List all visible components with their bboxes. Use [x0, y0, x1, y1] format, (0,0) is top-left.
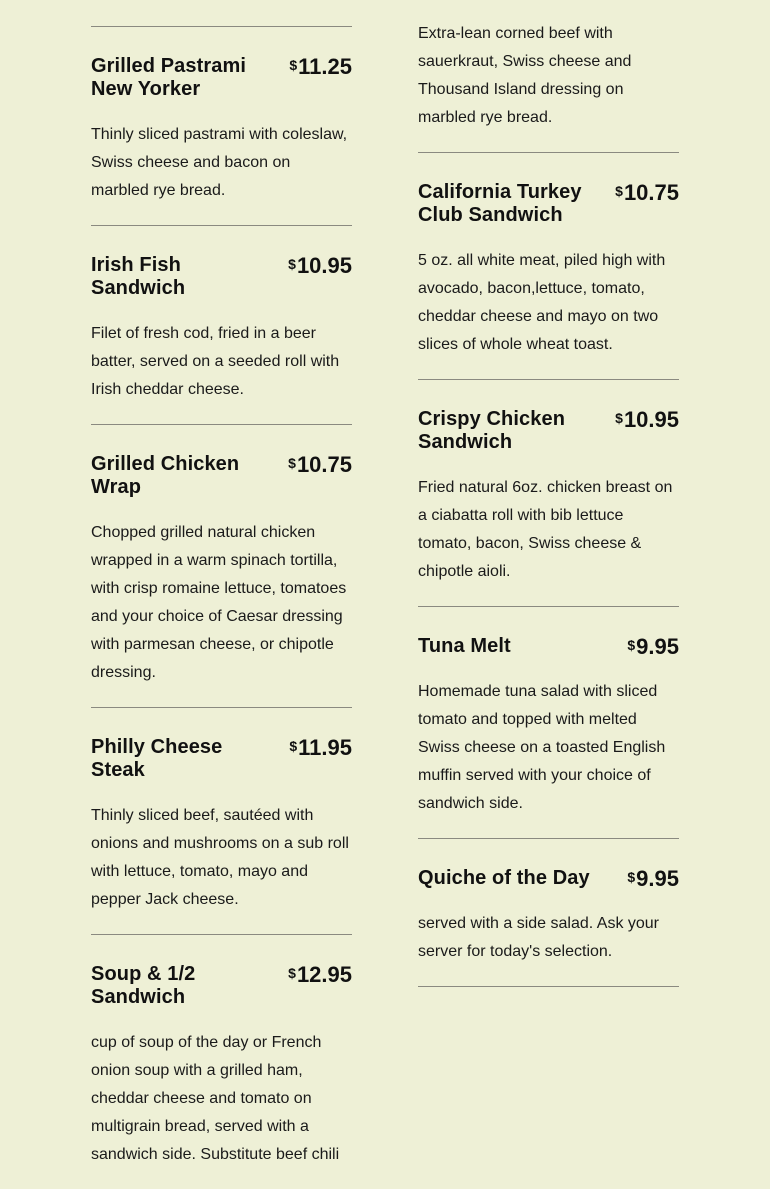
menu-item-description: Extra-lean corned beef with sauerkraut, Swiss cheese and Thousand Island dressing on marbled rye bread. — [418, 25, 632, 126]
menu-item-price — [627, 867, 679, 890]
menu-item-price — [288, 453, 352, 476]
menu-item — [418, 380, 679, 607]
menu-item-description: Chopped grilled natural chicken wrapped in a warm spinach tortilla, with crisp romaine lettuce, tomatoes and your choice of Caesar dressing with parmesan cheese, or chipotle dressing. — [91, 524, 347, 681]
currency-symbol: $ — [288, 256, 296, 272]
menu-item-price — [289, 736, 352, 759]
menu-item — [418, 839, 679, 987]
menu-item-name: California Turkey Club Sandwich — [418, 181, 582, 226]
price-value: 9.95 — [636, 634, 679, 659]
menu-item-description: Filet of fresh cod, fried in a beer batter, served on a seeded roll with Irish cheddar cheese. — [91, 325, 340, 398]
menu-item-description: 5 oz. all white meat, piled high with avocado, bacon,lettuce, tomato, cheddar cheese and mayo on two slices of whole wheat toast. — [418, 252, 666, 353]
menu-item-price — [615, 408, 679, 431]
price-value: 10.75 — [623, 180, 679, 205]
menu-item-name: Grilled Pastrami New Yorker — [91, 55, 246, 100]
menu-item-header — [91, 736, 352, 782]
menu-item-header — [418, 867, 679, 890]
menu-item-name: Soup & 1/2 Sandwich — [91, 963, 196, 1008]
price-value: 11.95 — [298, 735, 352, 760]
menu-column-right — [418, 0, 679, 987]
menu-item — [91, 425, 352, 708]
menu-item-price — [615, 181, 679, 204]
price-value: 11.25 — [298, 54, 352, 79]
menu-item-name: Grilled Chicken Wrap — [91, 453, 240, 498]
price-value: 10.75 — [296, 452, 352, 477]
currency-symbol: $ — [627, 637, 636, 653]
price-value: 10.95 — [623, 407, 679, 432]
menu-item-header — [91, 453, 352, 499]
menu-item-header — [418, 181, 679, 227]
menu-item-header — [418, 635, 679, 658]
menu-item-name: Irish Fish Sandwich — [91, 254, 186, 299]
menu-item — [91, 27, 352, 226]
currency-symbol: $ — [615, 410, 623, 426]
menu-item-description: cup of soup of the day or French onion soup with a grilled ham, cheddar cheese and tomato on multigrain bread, served with a sandwich side. Substitute beef chili — [91, 1034, 340, 1163]
currency-symbol: $ — [289, 57, 298, 73]
menu-item — [91, 708, 352, 935]
menu-item-name: Philly Cheese Steak — [91, 736, 223, 781]
menu-item-name: Quiche of the Day — [418, 867, 590, 889]
currency-symbol: $ — [289, 738, 298, 754]
menu-column-left — [91, 0, 352, 1189]
menu-item-price — [289, 55, 352, 78]
menu-item — [418, 607, 679, 839]
menu-item-description: Fried natural 6oz. chicken breast on a ciabatta roll with bib lettuce tomato, bacon, Swiss cheese & chipotle aioli. — [418, 479, 673, 580]
menu-item-price — [288, 254, 352, 277]
currency-symbol: $ — [288, 965, 296, 981]
menu-item — [418, 20, 679, 153]
menu-item-description: served with a side salad. Ask your server for today's selection. — [418, 915, 660, 960]
currency-symbol: $ — [627, 869, 636, 885]
menu-item-description: Thinly sliced pastrami with coleslaw, Swiss cheese and bacon on marbled rye bread. — [91, 126, 348, 199]
menu-item — [91, 226, 352, 425]
menu-item-name: Crispy Chicken Sandwich — [418, 408, 566, 453]
menu-item-header — [418, 408, 679, 454]
menu-item-header — [91, 254, 352, 300]
menu-item-header — [91, 55, 352, 101]
menu-item-price — [288, 963, 352, 986]
menu-item-header — [91, 963, 352, 1009]
currency-symbol: $ — [288, 455, 296, 471]
menu-item-description: Thinly sliced beef, sautéed with onions and mushrooms on a sub roll with lettuce, tomato, mayo and pepper Jack cheese. — [91, 807, 349, 908]
menu-item-description: Homemade tuna salad with sliced tomato and topped with melted Swiss cheese on a toasted English muffin served with your choice of sandwich side. — [418, 683, 666, 812]
menu-item — [91, 935, 352, 1189]
price-value: 12.95 — [296, 962, 352, 987]
menu-item — [418, 153, 679, 380]
menu-item-price — [627, 635, 679, 658]
price-value: 9.95 — [636, 866, 679, 891]
price-value: 10.95 — [296, 253, 352, 278]
currency-symbol: $ — [615, 183, 623, 199]
menu-item-name: Tuna Melt — [418, 635, 511, 657]
